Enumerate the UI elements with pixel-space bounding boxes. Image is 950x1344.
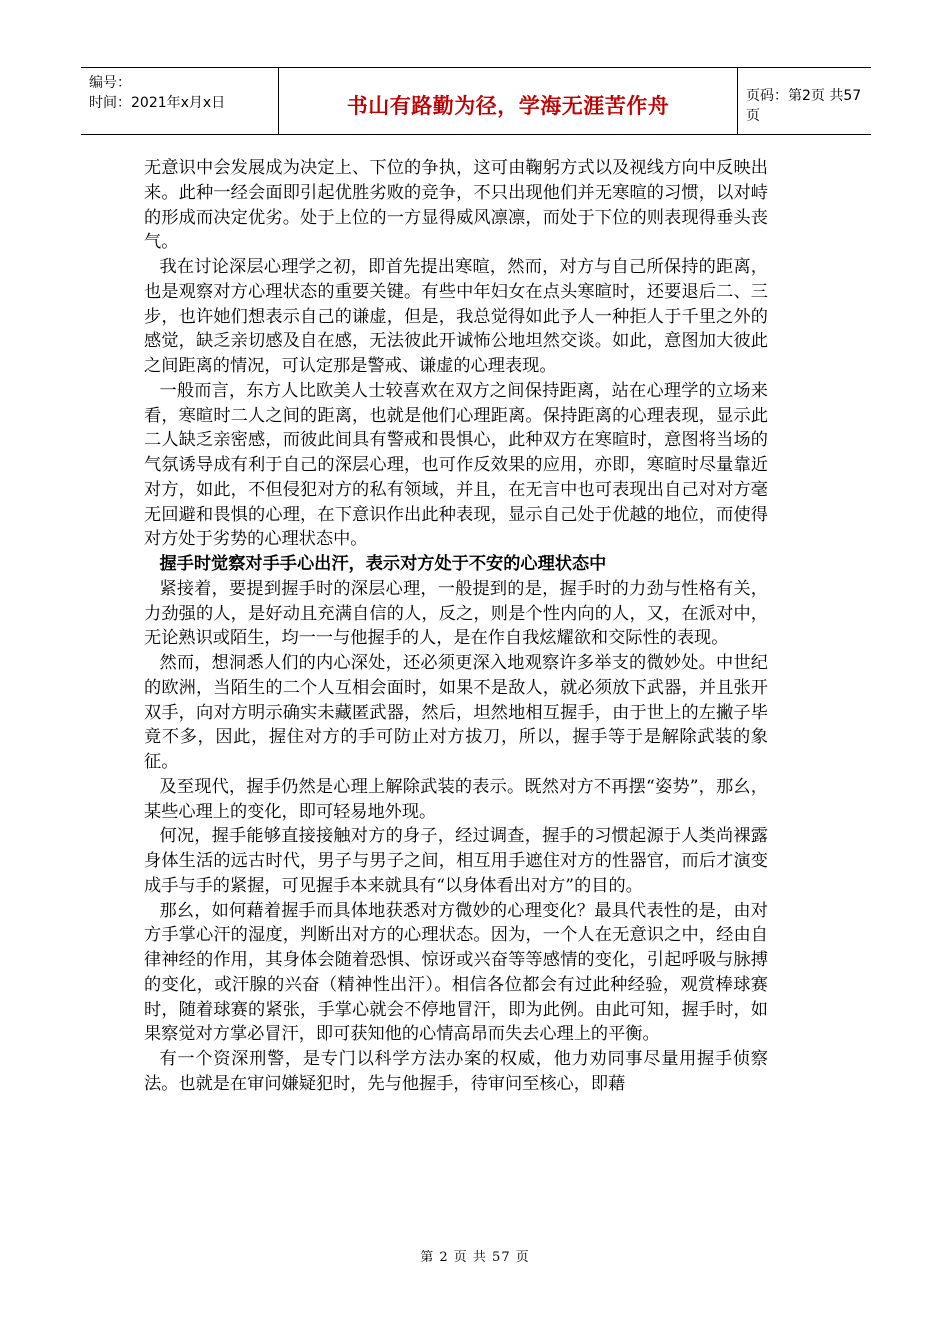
header-motto: 书山有路勤为径，学海无涯苦作舟 xyxy=(346,94,670,118)
page-footer: 第 2 页 共 57 页 xyxy=(420,1250,530,1265)
paragraph: 及至现代，握手仍然是心理上解除武装的表示。既然对方不再摆“姿势”，那幺，某些心理上的变化，即可轻易地外现。 xyxy=(144,776,768,822)
document-number-label: 编号： xyxy=(89,75,131,91)
paragraph: 无意识中会发展成为决定上、下位的争执，这可由鞠躬方式以及视线方向中反映出来。此种一经会面即引起优胜劣败的竞争，不只出现他们并无寒暄的习惯，以对峙的形成而决定优劣。处于上位的一方显得威风凛凛，而处于下位的则表现得垂头丧气。 xyxy=(144,158,768,253)
page-header xyxy=(81,67,871,135)
header-page-number: 页码：第2页 共57页 xyxy=(746,88,862,124)
header-meta-cell xyxy=(81,68,279,134)
paragraph: 何况，握手能够直接接触对方的身子，经过调查，握手的习惯起源于人类尚裸露身体生活的远古时代，男子与男子之间，相互用手遮住对方的性器官，而后才演变成手与手的紧握，可见握手本来就具有“以身体看出对方”的目的。 xyxy=(144,826,768,896)
section-heading: 握手时觉察对手手心出汗，表示对方处于不安的心理状态中 xyxy=(159,554,607,574)
paragraph: 一般而言，东方人比欧美人士较喜欢在双方之间保持距离，站在心理学的立场来看，寒暄时二人之间的距离，也就是他们心理距离。保持距离的心理表现，显示此二人缺乏亲密感，而彼此间具有警戒和畏惧心，此种双方在寒暄时，意图将当场的气氛诱导成有利于自己的深层心理，也可作反效果的应用，亦即，寒暄时尽量靠近对方，如此，不但侵犯对方的私有领域，并且，在无言中也可表现出自己对对方毫无回避和畏惧的心理，在下意识作出此种表现，显示自己处于优越的地位，而使得对方处于劣势的心理状态中。 xyxy=(144,380,768,550)
paragraph: 我在讨论深层心理学之初，即首先提出寒暄，然而，对方与自己所保持的距离，也是观察对方心理状态的重要关键。有些中年妇女在点头寒暄时，还要退后二、三步，也许她们想表示自己的谦虚，但是，我总觉得如此予人一种拒人于千里之外的感觉，缺乏亲切感及自在感，无法彼此开诚怖公地坦然交谈。如此，意图加大彼此之间距离的情况，可认定那是警戒、谦虚的心理表现。 xyxy=(144,257,768,376)
paragraph: 然而，想洞悉人们的内心深处，还必须更深入地观察许多举支的微妙处。中世纪的欧洲，当陌生的二个人互相会面时，如果不是敌人，就必须放下武器，并且张开双手，向对方明示确实未藏匿武器，然后，坦然地相互握手，由于世上的左撇子毕竟不多，因此，握住对方的手可防止对方拔刀，所以，握手等于是解除武装的象征。 xyxy=(144,653,768,772)
body-text xyxy=(144,156,768,1097)
header-motto-cell xyxy=(279,68,738,134)
document-date-label: 时间：2021年x月x日 xyxy=(89,95,226,111)
paragraph: 紧接着，要提到握手时的深层心理，一般提到的是，握手时的力劲与性格有关，力劲强的人，是好动且充满自信的人，反之，则是个性内向的人，又，在派对中，无论熟识或陌生，均一一与他握手的人，是在作自我炫耀欲和交际性的表现。 xyxy=(144,578,768,649)
paragraph: 那幺，如何藉着握手而具体地获悉对方微妙的心理变化？最具代表性的是，由对方手掌心汗的湿度，判断出对方的心理状态。因为，一个人在无意识之中，经由自律神经的作用，其身体会随着恐惧、惊讶或兴奋等等感情的变化，引起呼吸与脉搏的变化，或汗腺的兴奋（精神性出汗）。相信各位都会有过此种经验，观赏棒球赛时，随着球赛的紧张，手掌心就会不停地冒汗，即为此例。由此可知，握手时，如果察觉对方掌必冒汗，即可获知他的心情高昂而失去心理上的平衡。 xyxy=(144,900,768,1045)
header-page-cell xyxy=(738,68,871,134)
paragraph: 有一个资深刑警，是专门以科学方法办案的权威，他力劝同事尽量用握手侦察法。也就是在审问嫌疑犯时，先与他握手，待审问至核心，即藉 xyxy=(144,1049,768,1094)
